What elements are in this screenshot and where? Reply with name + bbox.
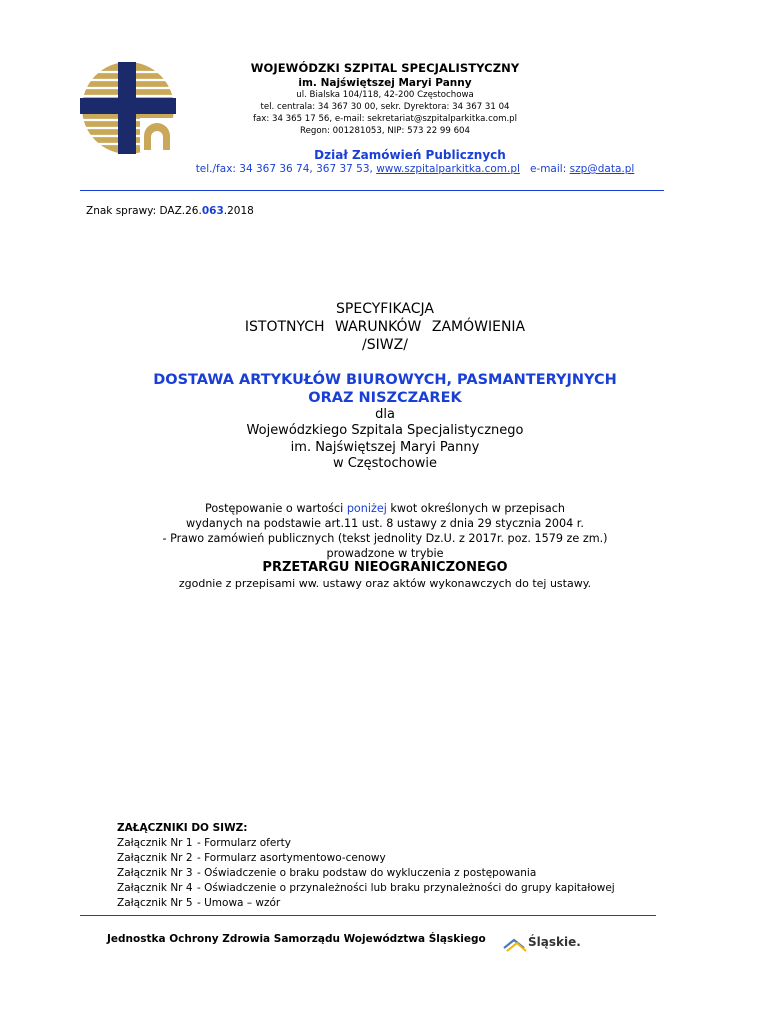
list-item bbox=[117, 881, 615, 896]
attachment-desc: - Umowa – wzór bbox=[197, 897, 281, 909]
procedure-line4: prowadzone w trybie bbox=[326, 547, 444, 560]
department-name: Dział Zamówień Publicznych bbox=[314, 148, 506, 162]
organization-fax-email: fax: 34 365 17 56, e-mail: sekretariat@szpitalparkitka.com.pl bbox=[252, 114, 518, 124]
department-phone: tel./fax: 34 367 36 74, 367 37 53, bbox=[195, 163, 373, 175]
case-number bbox=[86, 205, 254, 217]
footer-text: Jednostka Ochrony Zdrowia Samorządu Województwa Śląskiego bbox=[107, 933, 486, 945]
department-email-link[interactable]: szp@data.pl bbox=[569, 163, 635, 175]
header-divider bbox=[80, 190, 664, 191]
attachment-desc: - Formularz asortymentowo-cenowy bbox=[197, 852, 386, 864]
list-item bbox=[117, 836, 615, 851]
organization-name: WOJEWÓDZKI SZPITAL SPECJALISTYCZNY bbox=[250, 61, 520, 75]
procedure-line1-a: Postępowanie o wartości bbox=[205, 502, 347, 515]
organization-phones: tel. centrala: 34 367 30 00, sekr. Dyrektora: 34 367 31 04 bbox=[260, 102, 510, 112]
department-email-label: e-mail: bbox=[529, 163, 567, 175]
case-prefix: Znak sprawy: DAZ.26. bbox=[86, 205, 202, 217]
procedure-mode: PRZETARGU NIEOGRANICZONEGO bbox=[262, 560, 508, 575]
recipient-line4: w Częstochowie bbox=[332, 456, 438, 471]
organization-regon-nip: Regon: 001281053, NIP: 573 22 99 604 bbox=[300, 126, 470, 136]
case-suffix: .2018 bbox=[223, 205, 254, 217]
procedure-accordance: zgodnie z przepisami ww. ustawy oraz aktów wykonawczych do tej ustawy. bbox=[178, 577, 592, 590]
recipient-line2: Wojewódzkiego Szpitala Specjalistycznego bbox=[246, 423, 524, 438]
footer-divider bbox=[80, 915, 656, 916]
procedure-below-threshold: poniżej bbox=[346, 502, 387, 515]
recipient-line3: im. Najświętszej Maryi Panny bbox=[290, 440, 480, 455]
procedure-line2: wydanych na podstawie art.11 ust. 8 ustawy z dnia 29 stycznia 2004 r. bbox=[186, 517, 584, 530]
organization-patron: im. Najświętszej Maryi Panny bbox=[298, 77, 472, 89]
attachment-label: Załącznik Nr 1 bbox=[117, 837, 193, 849]
attachments-heading: ZAŁĄCZNIKI DO SIWZ: bbox=[117, 822, 248, 834]
spec-title-line3: /SIWZ/ bbox=[362, 337, 408, 353]
attachment-desc: - Oświadczenie o przynależności lub braku przynależności do grupy kapitałowej bbox=[197, 882, 615, 894]
attachments-list bbox=[117, 821, 615, 911]
attachment-label: Załącznik Nr 5 bbox=[117, 897, 193, 909]
attachment-label: Załącznik Nr 3 bbox=[117, 867, 193, 879]
list-item bbox=[117, 851, 615, 866]
department-website-link[interactable]: www.szpitalparkitka.com.pl bbox=[376, 163, 520, 175]
slaskie-brand-text: Śląskie. bbox=[528, 935, 581, 949]
attachment-label: Załącznik Nr 2 bbox=[117, 852, 193, 864]
attachment-desc: - Formularz oferty bbox=[197, 837, 291, 849]
organization-address: ul. Bialska 104/118, 42-200 Częstochowa bbox=[296, 90, 474, 100]
procedure-line3: - Prawo zamówień publicznych (tekst jednolity Dz.U. z 2017r. poz. 1579 ze zm.) bbox=[162, 532, 608, 545]
attachment-label: Załącznik Nr 4 bbox=[117, 882, 193, 894]
spec-title-line2: ISTOTNYCH WARUNKÓW ZAMÓWIENIA bbox=[244, 319, 526, 335]
hospital-logo-icon bbox=[78, 58, 178, 158]
procedure-line1-c: kwot określonych w przepisach bbox=[386, 502, 565, 515]
attachment-desc: - Oświadczenie o braku podstaw do wykluczenia z postępowania bbox=[197, 867, 537, 879]
department-contact bbox=[150, 163, 680, 175]
list-item bbox=[117, 896, 615, 911]
case-number-value: 063 bbox=[201, 205, 224, 217]
procedure-line1 bbox=[0, 501, 770, 517]
recipient-line1: dla bbox=[375, 407, 395, 422]
subject-title-line2: ORAZ NISZCZAREK bbox=[308, 390, 462, 406]
list-item bbox=[117, 866, 615, 881]
hospital-header bbox=[185, 61, 585, 137]
spec-title-line1: SPECYFIKACJA bbox=[336, 301, 434, 317]
subject-title-line1: DOSTAWA ARTYKUŁÓW BIUROWYCH, PASMANTERYJNYCH bbox=[153, 372, 617, 388]
